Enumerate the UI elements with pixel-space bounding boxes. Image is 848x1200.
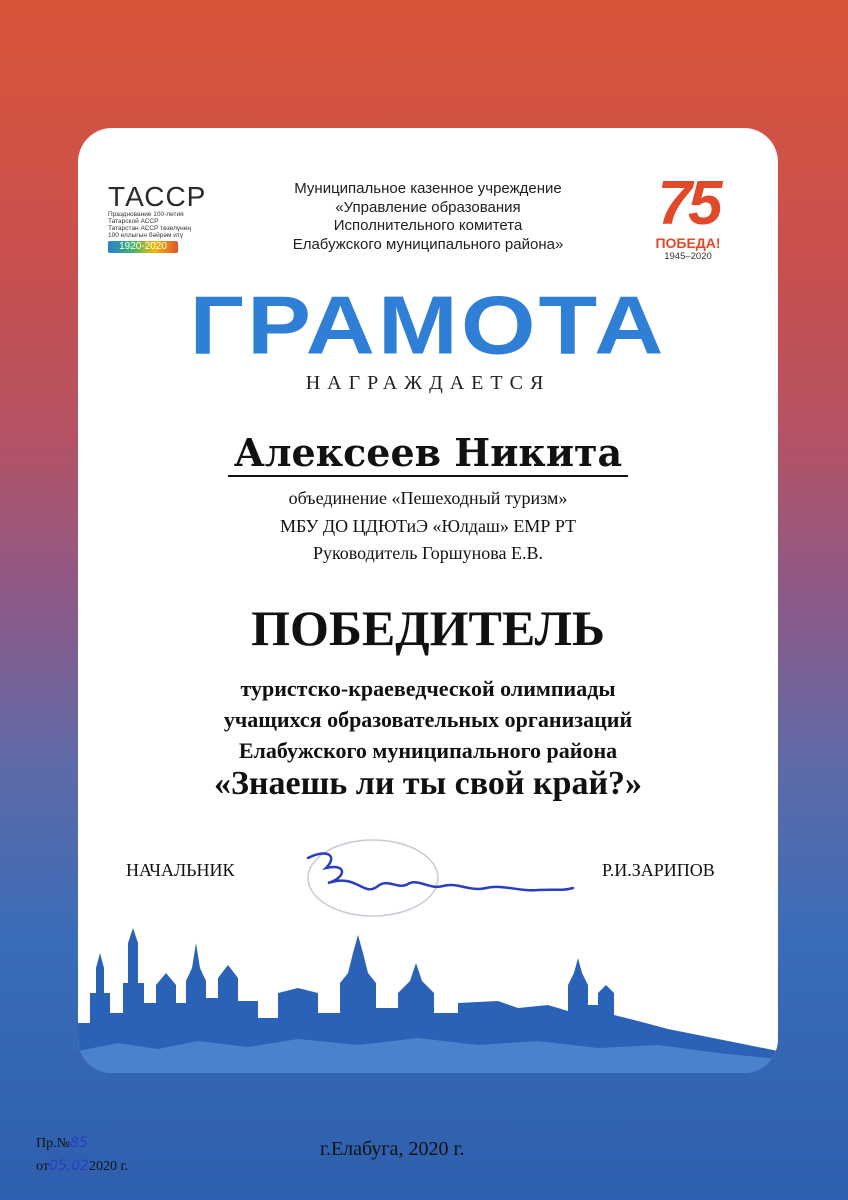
reg-number: 85 bbox=[69, 1135, 88, 1151]
tassr-logo-line: Татарской АССР bbox=[108, 218, 159, 225]
competition-description bbox=[78, 673, 778, 766]
tassr-logo-line: 100 еллыгын бәйрәм итү bbox=[108, 232, 184, 239]
competition-line: Елабужского муниципального района bbox=[238, 738, 618, 763]
competition-line: туристско-краеведческой олимпиады bbox=[240, 676, 616, 701]
organization-line: Муниципальное казенное учреждение bbox=[294, 180, 562, 197]
signatory-position: НАЧАЛЬНИК bbox=[126, 860, 235, 880]
recipient-detail-line: объединение «Пешеходный туризм» bbox=[288, 488, 568, 508]
certificate-card bbox=[78, 128, 778, 1073]
victory-logo-text: ПОБЕДА! bbox=[655, 235, 721, 251]
tassr-logo-years: 1920-2020 bbox=[108, 241, 178, 253]
certificate-subtitle: НАГРАЖДАЕТСЯ bbox=[305, 372, 551, 394]
competition-line: учащихся образовательных организаций bbox=[223, 707, 633, 732]
organization-line: Елабужского муниципального района» bbox=[292, 235, 564, 253]
recipient-details bbox=[78, 485, 778, 568]
organization-line: «Управление образования bbox=[335, 198, 521, 216]
reg-number-label: Пр.№ bbox=[36, 1136, 70, 1151]
victory-75-logo bbox=[633, 169, 743, 262]
signature-and-stamp bbox=[258, 828, 588, 918]
reg-year: 2020 г. bbox=[89, 1159, 129, 1174]
reg-date: 05.02 bbox=[48, 1158, 90, 1174]
award-title: ПОБЕДИТЕЛЬ bbox=[251, 600, 605, 656]
victory-logo-number: 75 bbox=[657, 169, 719, 238]
registration-info bbox=[36, 1132, 128, 1178]
recipient-name-text: Алексеев Никита bbox=[228, 430, 628, 477]
tassr-anniversary-logo bbox=[108, 183, 243, 253]
city-and-year: г.Елабуга, 2020 г. bbox=[320, 1138, 465, 1160]
victory-logo-years: 1945–2020 bbox=[664, 251, 712, 262]
tassr-logo-title: ТАССР bbox=[108, 181, 207, 212]
recipient-detail-line: МБУ ДО ЦДЮТиЭ «Юлдаш» ЕМР РТ bbox=[279, 515, 577, 536]
recipient-name bbox=[78, 430, 778, 476]
reg-date-label: от bbox=[36, 1159, 49, 1174]
organization-line: Исполнительного комитета bbox=[333, 217, 523, 234]
tassr-logo-line: Празднование 100-летия bbox=[108, 211, 184, 218]
organization-name bbox=[248, 180, 608, 254]
tassr-logo-line: Татарстан АССР төзелүнең bbox=[108, 225, 191, 232]
signatory-name: Р.И.ЗАРИПОВ bbox=[602, 860, 715, 880]
certificate-title: ГРАМОТА bbox=[189, 279, 667, 372]
competition-slogan: «Знаешь ли ты свой край?» bbox=[213, 765, 643, 802]
recipient-detail-line: Руководитель Горшунова Е.В. bbox=[312, 543, 544, 563]
